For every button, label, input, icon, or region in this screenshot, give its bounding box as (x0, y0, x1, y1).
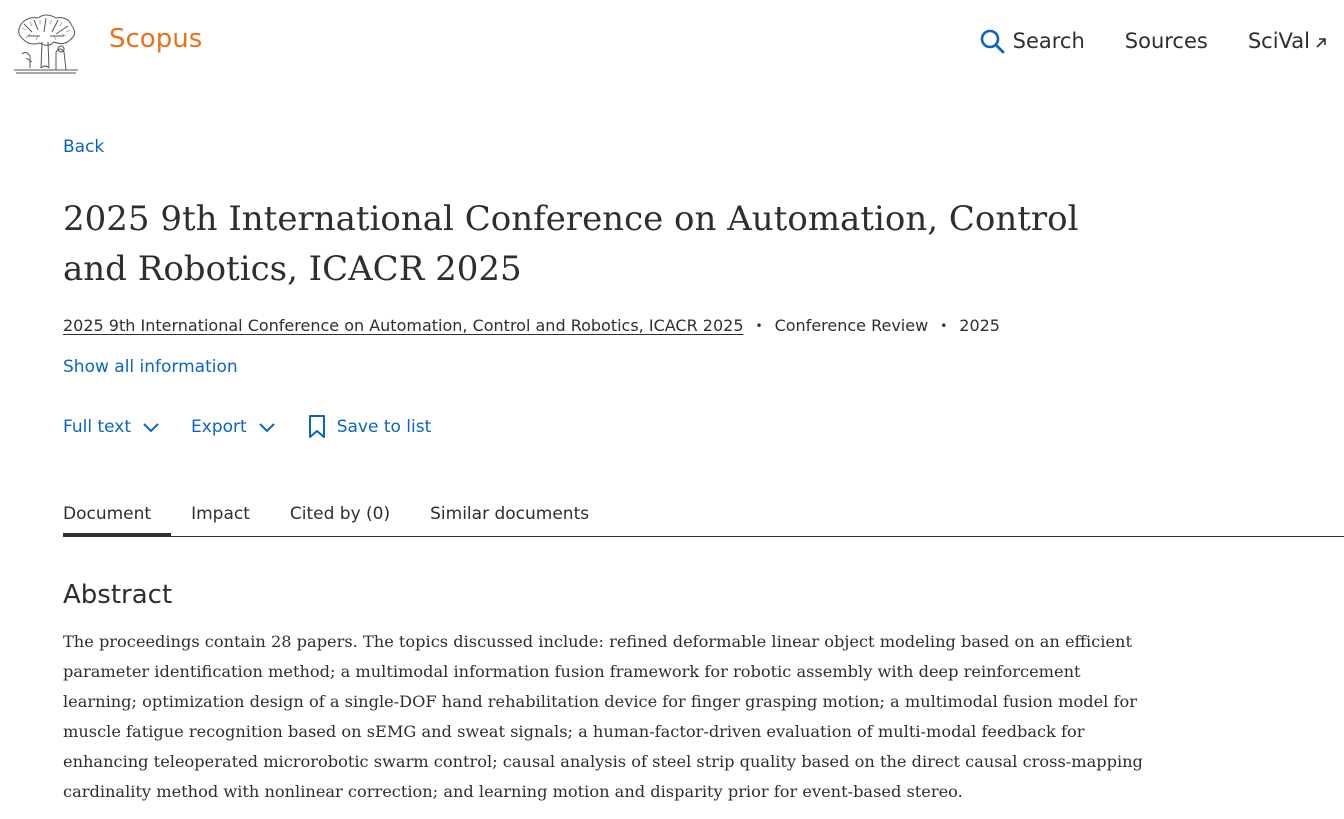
save-to-list-label: Save to list (336, 417, 432, 437)
save-to-list-button[interactable] (307, 414, 432, 440)
bookmark-icon (307, 414, 327, 440)
document-title: 2025 9th International Conference on Automation, Control and Robotics, ICACR 2025 (63, 199, 1079, 289)
external-link-icon (1314, 36, 1328, 50)
nav-sources-label: Sources (1124, 29, 1208, 53)
elsevier-tree-logo[interactable] (12, 12, 80, 74)
export-dropdown[interactable] (191, 417, 277, 437)
nav-sources-link[interactable] (1125, 29, 1208, 53)
abstract-heading: Abstract (63, 580, 173, 610)
scopus-brand-link[interactable]: Scopus (109, 24, 203, 54)
search-icon (979, 28, 1005, 54)
nav-scival-label: SciVal (1247, 29, 1310, 53)
full-text-dropdown[interactable] (63, 417, 161, 437)
document-actions (63, 414, 461, 440)
full-text-label: Full text (63, 417, 132, 437)
document-tabs (63, 498, 1344, 537)
document-year: 2025 (959, 316, 1000, 335)
tab-document[interactable]: Document (63, 498, 151, 536)
nav-search-label: Search (1012, 29, 1085, 53)
chevron-down-icon (257, 417, 277, 437)
chevron-down-icon (141, 417, 161, 437)
meta-separator: • (940, 318, 948, 333)
back-link[interactable]: Back (63, 137, 105, 157)
show-all-information-link[interactable]: Show all information (63, 357, 238, 377)
abstract-text: The proceedings contain 28 papers. The topics discussed include: refined deformable linear object modeling based on an efficient parameter identification method; a multimodal information fusion framework for robotic assembly with deep reinforcement learning; optimization design of a single-DOF hand rehabilitation device for finger grasping motion; a multimodal fusion model for muscle fatigue recognition based on sEMG and sweat signals; a human-factor-driven evaluation of multi-modal feedback for enhancing teleoperated microrobotic swarm control; causal analysis of steel strip quality based on the direct causal cross-mapping cardinality method with nonlinear correction; and learning motion and disparity prior for event-based stereo. (63, 632, 1143, 801)
top-nav (979, 28, 1328, 54)
nav-search-link[interactable] (979, 28, 1085, 54)
meta-separator: • (755, 318, 763, 333)
top-header (0, 0, 1344, 80)
nav-scival-link[interactable] (1248, 29, 1328, 53)
tab-cited-by[interactable]: Cited by (0) (289, 504, 391, 524)
document-meta (63, 316, 1000, 335)
tab-impact[interactable]: Impact (191, 504, 250, 524)
document-type: Conference Review (774, 316, 929, 335)
tab-similar-documents[interactable]: Similar documents (430, 504, 590, 524)
export-label: Export (191, 417, 247, 437)
source-title-link[interactable]: 2025 9th International Conference on Automation, Control and Robotics, ICACR 2025 (63, 316, 744, 335)
